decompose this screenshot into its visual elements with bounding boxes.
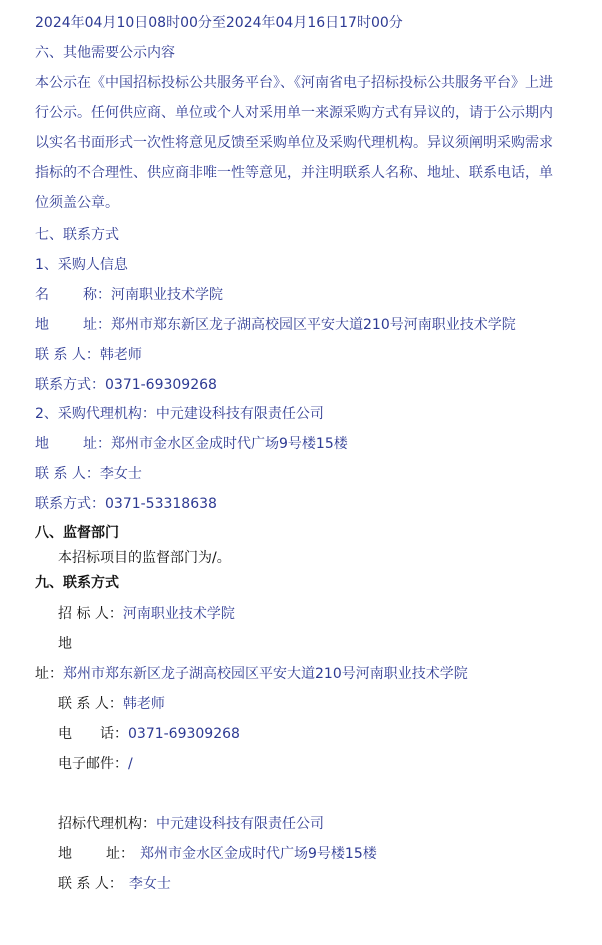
agency2-label: 招标代理机构： bbox=[58, 816, 156, 832]
agency2-contact-row bbox=[58, 874, 171, 894]
purchaser-name-value: 河南职业技术学院 bbox=[111, 287, 223, 303]
purchaser-name-label-a: 名 bbox=[35, 287, 49, 303]
agency2-contact-label: 联 系 人： bbox=[58, 876, 123, 892]
purchaser-address-row bbox=[35, 315, 516, 335]
agency2-row bbox=[58, 814, 324, 834]
agency-phone-row bbox=[35, 494, 217, 514]
agency-header: 2、采购代理机构：中元建设科技有限责任公司 bbox=[35, 406, 324, 422]
purchaser-contact-value: 韩老师 bbox=[99, 347, 142, 363]
purchaser-addr-label-a: 地 bbox=[35, 317, 49, 333]
tender-contact-row bbox=[58, 694, 165, 714]
tender-email-value: / bbox=[128, 756, 133, 772]
tender-phone-value: 0371-69309268 bbox=[128, 726, 240, 742]
agency2-contact-value: 李女士 bbox=[128, 876, 171, 892]
agency-contact-value: 李女士 bbox=[99, 466, 142, 482]
tender-addr-label-a: 地 bbox=[58, 636, 72, 652]
agency-addr-label-b: 址： bbox=[83, 436, 111, 452]
purchaser-phone-label: 联系方式： bbox=[35, 377, 105, 393]
tender-addr-label-b: 址： bbox=[35, 666, 63, 682]
purchaser-name-label-b: 称： bbox=[83, 287, 111, 303]
section-6-body: 本公示在《中国招标投标公共服务平台》、《河南省电子招标投标公共服务平台》上进行公示。任何供应商、单位或个人对采用单一来源采购方式有异议的，请于公示期内以实名书面形式一次性将意见反馈至采购单位及采购代理机构。异议须阐明采购需求指标的不合理性、供应商非唯一性等意见，并注明联系人名称、地址、联系电话，单位须盖公章。 bbox=[35, 75, 553, 211]
section-7-title: 七、联系方式 bbox=[35, 227, 119, 243]
tender-phone-label: 电 话： bbox=[58, 726, 128, 742]
agency-addr-value: 郑州市金水区金成时代广场9号楼15楼 bbox=[111, 436, 348, 452]
section-8-body: 本招标项目的监督部门为/。 bbox=[58, 550, 231, 566]
section-9-title: 九、联系方式 bbox=[35, 575, 119, 591]
tender-name-value: 河南职业技术学院 bbox=[122, 606, 235, 622]
tender-label: 招 标 人： bbox=[58, 606, 123, 622]
tender-email-row bbox=[58, 754, 133, 774]
tender-address-row bbox=[35, 664, 468, 684]
purchaser-contact-row bbox=[35, 345, 142, 365]
purchaser-phone-row bbox=[35, 375, 217, 395]
section-6-title: 六、其他需要公示内容 bbox=[35, 45, 175, 61]
agency-addr-label-a: 地 bbox=[35, 436, 49, 452]
agency2-addr-label-b: 址： bbox=[106, 846, 134, 862]
tender-row bbox=[58, 604, 235, 624]
tender-contact-label: 联 系 人： bbox=[58, 696, 123, 712]
agency2-addr-value: 郑州市金水区金成时代广场9号楼15楼 bbox=[140, 846, 377, 862]
agency2-address-row bbox=[58, 844, 377, 864]
agency-phone-value: 0371-53318638 bbox=[105, 496, 217, 512]
purchaser-name-row bbox=[35, 285, 223, 305]
purchaser-info-header: 1、采购人信息 bbox=[35, 257, 128, 273]
agency-address-row bbox=[35, 434, 348, 454]
purchaser-addr-value: 郑州市郑东新区龙子湖高校园区平安大道210号河南职业技术学院 bbox=[111, 317, 516, 333]
tender-addr-value: 郑州市郑东新区龙子湖高校园区平安大道210号河南职业技术学院 bbox=[63, 666, 468, 682]
tender-contact-value: 韩老师 bbox=[122, 696, 165, 712]
date-range: 2024年04月10日08时00分至2024年04月16日17时00分 bbox=[35, 15, 403, 31]
agency-contact-row bbox=[35, 464, 142, 484]
purchaser-contact-label: 联 系 人： bbox=[35, 347, 100, 363]
agency2-name-value: 中元建设科技有限责任公司 bbox=[156, 816, 324, 832]
agency2-addr-label-a: 地 bbox=[58, 846, 72, 862]
purchaser-phone-value: 0371-69309268 bbox=[105, 377, 217, 393]
section-8-title: 八、监督部门 bbox=[35, 525, 119, 541]
purchaser-addr-label-b: 址： bbox=[83, 317, 111, 333]
tender-email-label: 电子邮件： bbox=[58, 756, 128, 772]
agency-phone-label: 联系方式： bbox=[35, 496, 105, 512]
agency-contact-label: 联 系 人： bbox=[35, 466, 100, 482]
tender-phone-row bbox=[58, 724, 240, 744]
